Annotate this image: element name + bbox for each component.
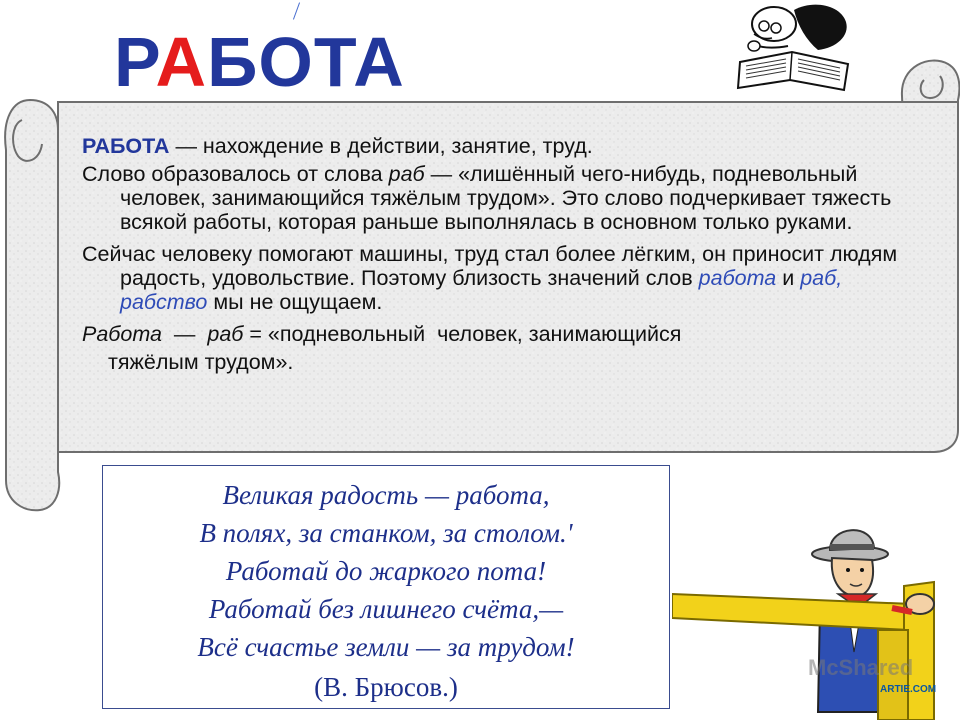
poem-box — [102, 465, 670, 709]
modern-after: мы не ощущаем. — [207, 290, 383, 314]
watermark-small: ARTIE.COM — [880, 684, 937, 695]
summary-rest: = «подневольный человек, занимающийся — [243, 322, 682, 346]
origin-word: раб — [388, 162, 425, 186]
definition-term: РАБОТА — [82, 134, 170, 158]
poem-author: (В. Брюсов.) — [314, 672, 458, 702]
poem-line-5: Всё счастье земли — за трудом! — [197, 632, 575, 662]
summary-paragraph — [82, 322, 912, 374]
modern-before: Сейчас человеку помогают машины, труд стал более лёгким, он приносит людям радость, удовольствие. Поэтому близость значений слов — [82, 242, 898, 290]
modern-paragraph — [82, 242, 912, 314]
poem-line-3: Работай до жаркого пота! — [225, 556, 547, 586]
title-letters-rest: БОТА — [207, 23, 405, 101]
summary-dash: — — [161, 322, 208, 346]
poem-line-2: В полях, за станком, за столом.' — [199, 518, 573, 548]
title-letter-1: Р — [114, 23, 156, 101]
modern-word-1: работа — [698, 266, 777, 290]
origin-before: Слово образовалось от слова — [82, 162, 389, 186]
watermark: McShared — [808, 655, 914, 680]
summary-line-2: тяжёлым трудом». — [108, 350, 294, 374]
modern-middle: и — [776, 266, 801, 290]
modern-word-2: раб, рабство — [120, 266, 843, 314]
definition-text: — нахождение в действии, занятие, труд. — [169, 134, 593, 158]
poem-line-1: Великая радость — работа, — [222, 480, 550, 510]
summary-word-1: Работа — [82, 322, 162, 346]
origin-after: — «лишённый чего-нибудь, подневольный человек, занимающийся тяжёлым трудом». Это слово подчеркивает тяжесть всякой работы, которая раньше выполнялась в основном только руками. — [120, 162, 892, 234]
origin-paragraph — [82, 162, 912, 234]
decorative-tick — [293, 2, 300, 19]
title-letter-2: А — [155, 23, 208, 101]
main-text — [82, 134, 912, 374]
poem-line-4: Работай без лишнего счёта,— — [208, 594, 564, 624]
summary-word-2: раб — [207, 322, 244, 346]
definition-paragraph — [82, 134, 912, 158]
